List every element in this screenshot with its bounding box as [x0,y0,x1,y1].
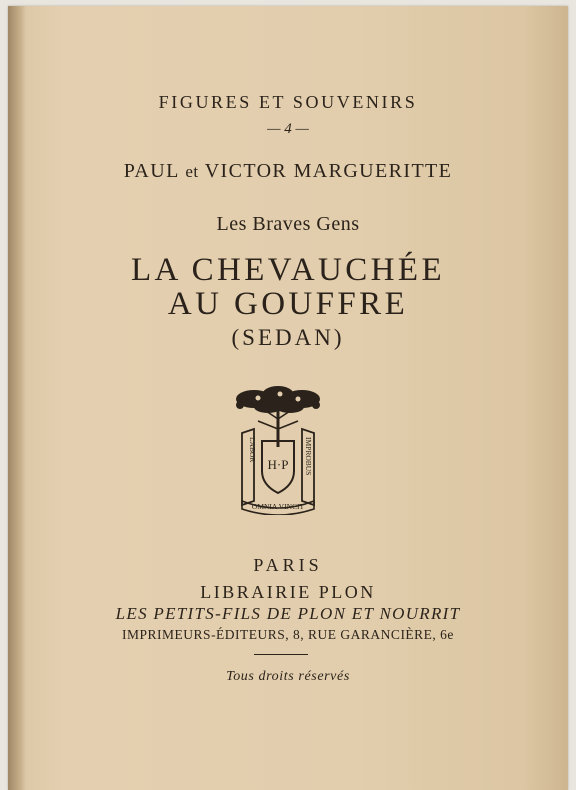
author-second-name: VICTOR MARGUERITTE [204,160,453,182]
printer-monogram: H·P [267,457,289,472]
rights-notice: Tous droits réservés [226,669,350,684]
imprint-city: PARIS [253,555,323,575]
authors-conjunction: et [185,162,199,181]
printer-motto-bottom: OMNIA VINCIT [251,502,305,511]
author-first-name: PAUL [123,160,179,182]
book-title-line-3: (SEDAN) [231,325,345,350]
imprint-successors: LES PETITS-FILS DE PLON ET NOURRIT [115,604,461,623]
series-number: — 4 — [267,121,309,137]
book-title-line-2: AU GOUFFRE [167,286,409,322]
printer-motto-left: LABOR [248,437,257,463]
imprint-publisher: LIBRAIRIE PLON [200,582,376,602]
imprint-address: IMPRIMEURS-ÉDITEURS, 8, RUE GARANCIÈRE, 6e [122,627,454,642]
book-title-line-1: LA CHEVAUCHÉE [130,252,446,288]
book-subtitle: Les Braves Gens [216,213,360,235]
authors [0,160,576,183]
printer-motto-right: IMPROBUS [304,437,313,476]
tree-emblem-icon [228,385,328,515]
series-title: FIGURES ET SOUVENIRS [158,92,418,112]
divider-rule [254,654,308,655]
